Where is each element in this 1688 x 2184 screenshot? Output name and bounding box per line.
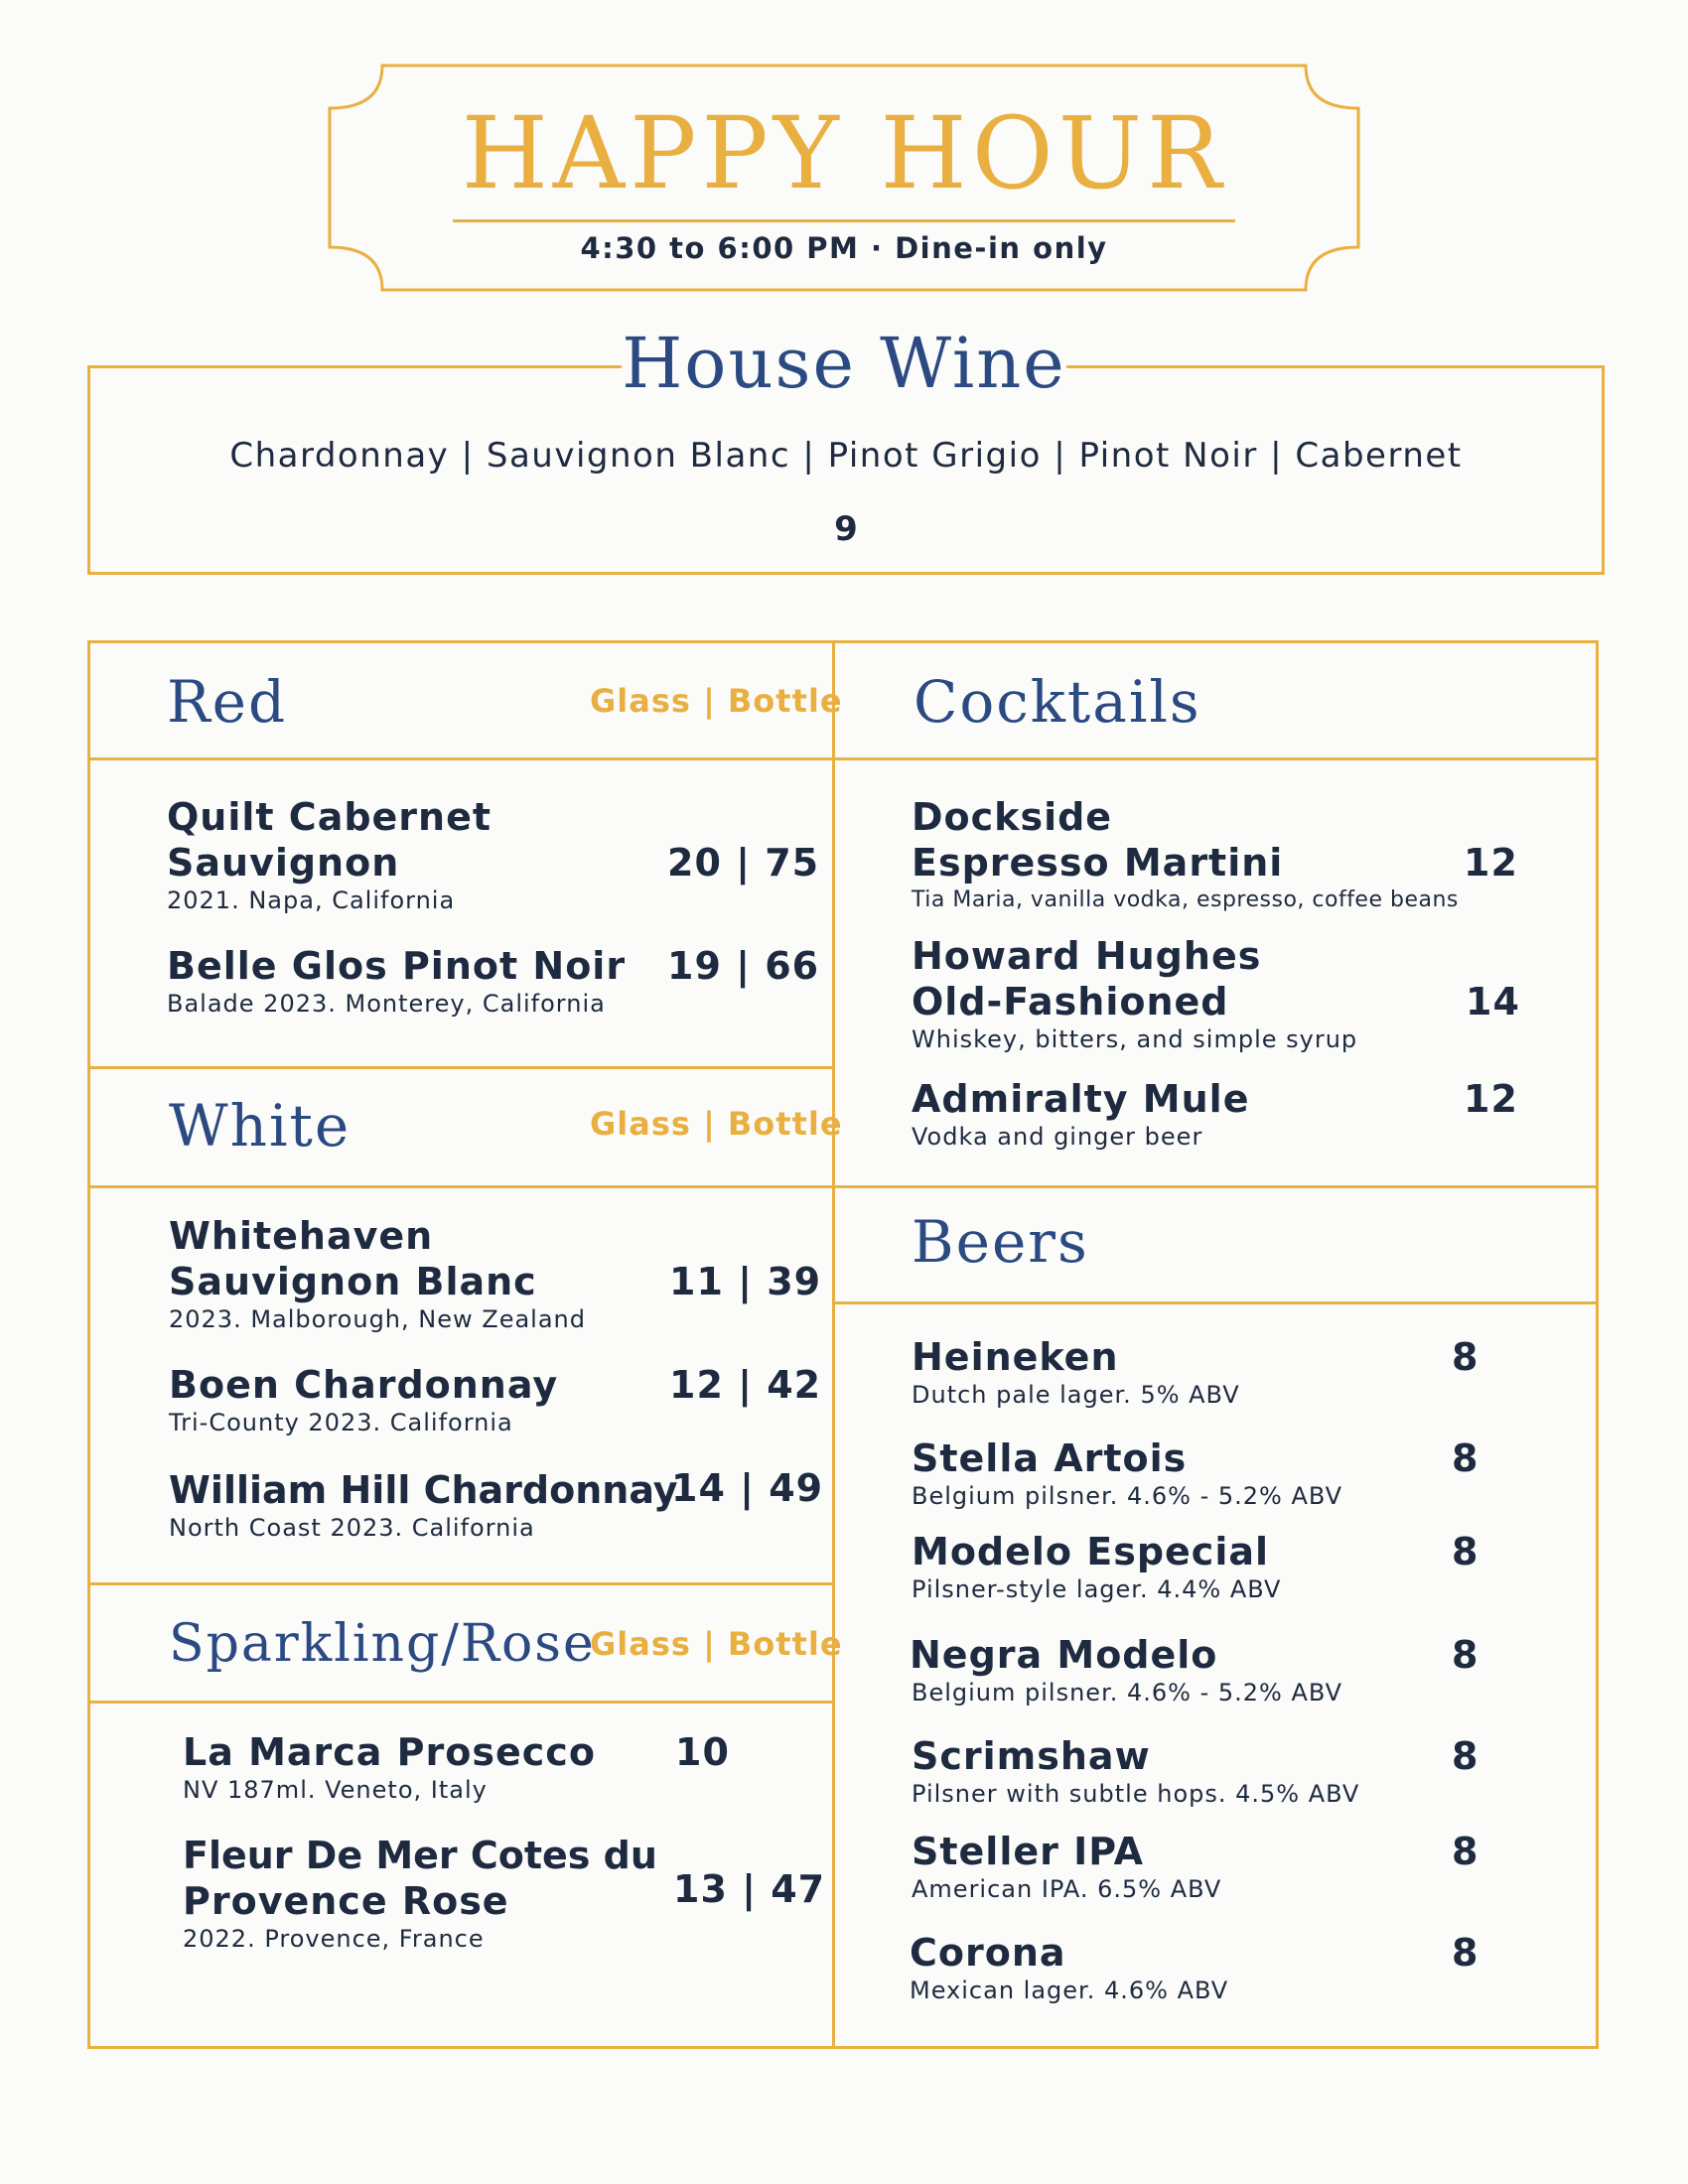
- red-item-2-price: 19 | 66: [667, 944, 820, 988]
- beer-item-6-name: Steller IPA: [912, 1830, 1145, 1873]
- beer-item-4-price: 8: [1452, 1633, 1479, 1677]
- divider: [87, 1701, 834, 1704]
- cocktail-item-2-name-line1: Howard Hughes: [912, 934, 1262, 978]
- column-divider: [832, 640, 835, 2049]
- white-section-title: White: [169, 1092, 352, 1160]
- white-item-1-name-line2: Sauvignon Blanc: [169, 1260, 537, 1303]
- beer-item-7-name: Corona: [910, 1931, 1066, 1975]
- title-underline: [453, 219, 1235, 222]
- beer-item-5-desc: Pilsner with subtle hops. 4.5% ABV: [912, 1780, 1360, 1808]
- house-wine-price: 9: [834, 509, 858, 549]
- cocktail-item-2-name-line2: Old-Fashioned: [912, 980, 1229, 1024]
- beer-item-4-name: Negra Modelo: [910, 1633, 1218, 1677]
- sparkling-item-1-name: La Marca Prosecco: [183, 1730, 596, 1774]
- beer-item-5-name: Scrimshaw: [912, 1734, 1151, 1778]
- beer-item-1-name: Heineken: [912, 1335, 1119, 1379]
- cocktail-item-2-price: 14: [1466, 980, 1520, 1024]
- divider: [832, 1301, 1599, 1304]
- red-item-1-price: 20 | 75: [667, 841, 820, 885]
- divider: [87, 1066, 834, 1069]
- white-item-1-price: 11 | 39: [669, 1260, 822, 1303]
- white-item-1-desc: 2023. Malborough, New Zealand: [169, 1305, 586, 1333]
- beer-item-3-price: 8: [1452, 1530, 1479, 1573]
- white-item-2-price: 12 | 42: [669, 1363, 822, 1407]
- beer-item-5-price: 8: [1452, 1734, 1479, 1778]
- page-title: HAPPY HOUR: [461, 95, 1227, 211]
- beers-section-title: Beers: [912, 1208, 1089, 1276]
- cocktail-item-1-name-line2: Espresso Martini: [912, 841, 1284, 885]
- white-item-2-desc: Tri-County 2023. California: [169, 1409, 513, 1436]
- white-item-3-price: 14 | 49: [671, 1466, 824, 1510]
- cocktail-item-3-name: Admiralty Mule: [912, 1077, 1250, 1121]
- sparkling-item-2-desc: 2022. Provence, France: [183, 1925, 485, 1953]
- house-wine-title: House Wine: [622, 323, 1066, 404]
- cocktail-item-1-price: 12: [1464, 841, 1518, 885]
- white-glass-bottle-label: Glass | Bottle: [590, 1105, 843, 1143]
- beer-item-1-desc: Dutch pale lager. 5% ABV: [912, 1381, 1240, 1409]
- divider: [87, 1582, 834, 1585]
- red-item-2-name: Belle Glos Pinot Noir: [167, 944, 627, 988]
- house-wine-varietals: Chardonnay | Sauvignon Blanc | Pinot Grigio | Pinot Noir | Cabernet: [229, 436, 1463, 476]
- white-item-2-name: Boen Chardonnay: [169, 1363, 559, 1407]
- cocktail-item-2-desc: Whiskey, bitters, and simple syrup: [912, 1025, 1358, 1053]
- cocktails-section-title: Cocktails: [914, 668, 1201, 736]
- beer-item-3-name: Modelo Especial: [912, 1530, 1270, 1573]
- beer-item-2-price: 8: [1452, 1436, 1479, 1480]
- sparkling-item-2-name-line1: Fleur De Mer Cotes du: [183, 1834, 657, 1877]
- sparkling-item-1-desc: NV 187ml. Veneto, Italy: [183, 1776, 488, 1804]
- sparkling-item-2-name-line2: Provence Rose: [183, 1879, 509, 1923]
- sparkling-section-title: Sparkling/Rose: [169, 1614, 596, 1674]
- beer-item-4-desc: Belgium pilsner. 4.6% - 5.2% ABV: [912, 1679, 1343, 1706]
- beer-item-6-desc: American IPA. 6.5% ABV: [912, 1875, 1222, 1903]
- red-section-title: Red: [167, 668, 288, 736]
- cocktail-item-3-desc: Vodka and ginger beer: [912, 1123, 1203, 1151]
- white-item-1-name-line1: Whitehaven: [169, 1214, 434, 1258]
- divider: [87, 1185, 834, 1188]
- sparkling-item-1-price: 10: [675, 1730, 730, 1774]
- beer-item-2-name: Stella Artois: [912, 1436, 1188, 1480]
- red-glass-bottle-label: Glass | Bottle: [590, 682, 843, 720]
- divider: [832, 1185, 1599, 1188]
- beer-item-2-desc: Belgium pilsner. 4.6% - 5.2% ABV: [912, 1482, 1343, 1510]
- divider: [832, 757, 1599, 760]
- red-item-1-name-line1: Quilt Cabernet: [167, 795, 492, 839]
- sparkling-item-2-price: 13 | 47: [673, 1867, 826, 1911]
- hours-subtitle: 4:30 to 6:00 PM · Dine-in only: [580, 231, 1108, 265]
- red-item-2-desc: Balade 2023. Monterey, California: [167, 990, 606, 1018]
- beer-item-3-desc: Pilsner-style lager. 4.4% ABV: [912, 1575, 1282, 1603]
- beer-item-7-price: 8: [1452, 1931, 1479, 1975]
- white-item-3-name: William Hill Chardonnay: [169, 1468, 678, 1512]
- cocktail-item-1-name-line1: Dockside: [912, 795, 1113, 839]
- divider: [87, 757, 834, 760]
- cocktail-item-1-desc: Tia Maria, vanilla vodka, espresso, coffee beans: [912, 887, 1459, 912]
- cocktail-item-3-price: 12: [1464, 1077, 1518, 1121]
- white-item-3-desc: North Coast 2023. California: [169, 1514, 535, 1542]
- red-item-1-name-line2: Sauvignon: [167, 841, 400, 885]
- red-item-1-desc: 2021. Napa, California: [167, 887, 456, 914]
- beer-item-6-price: 8: [1452, 1830, 1479, 1873]
- beer-item-7-desc: Mexican lager. 4.6% ABV: [910, 1977, 1229, 2004]
- sparkling-glass-bottle-label: Glass | Bottle: [590, 1625, 843, 1663]
- beer-item-1-price: 8: [1452, 1335, 1479, 1379]
